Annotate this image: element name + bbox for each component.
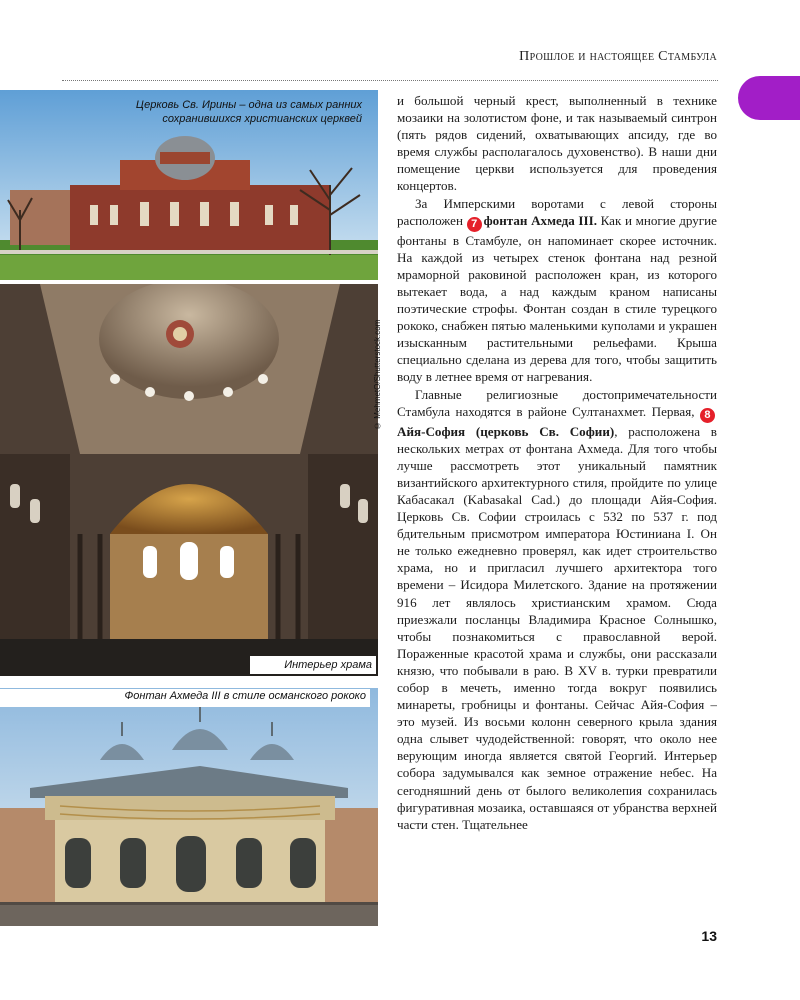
- photo-irene-interior: [0, 284, 378, 676]
- caption-ahmed-fountain: Фонтан Ахмеда III в стиле османского рококо: [0, 689, 370, 707]
- map-marker-8: 8: [700, 408, 715, 423]
- sight-name: фонтан Ахмеда III.: [483, 212, 597, 228]
- header-divider: [62, 80, 718, 81]
- paragraph: и большой черный крест, выполненный в технике мозаики на золотистом фоне, и так называемый синтрон (пять рядов сидений, охватывающих апсиду, где во время службы располагалось духовенство). В наши дни помещение церкви используется для проведения концертов.: [397, 93, 717, 194]
- caption-irene-interior: Интерьер храма: [250, 656, 376, 674]
- paragraph-text: Главные религиозные достопримечательности Стамбула находятся в районе Султанахмет. Первая,: [397, 386, 717, 419]
- paragraph-text: За Имперскими воротами с левой стороны расположен: [397, 195, 717, 228]
- map-marker-7: 7: [467, 217, 482, 232]
- article-text: [397, 92, 717, 924]
- sight-name: Айя-София (церковь Св. Софии): [397, 423, 615, 439]
- photo-ahmed-fountain: [0, 688, 378, 926]
- paragraph-text: Как и многие другие фонтаны в Стамбуле, он напоминает скорее источник. На каждой из четырех стенок фонтана над резной мраморной раковиной расположен кран, из которого вытекает вода, а над каждым краном написаны поэтические строфы. Фонтан создан в стиле турецкого рококо, снабжен пятью маленькими куполами и украшен изысканным растительными рельефами. Крыша специально сделана из дерева для того, чтобы защитить воду в летнее время от нагревания.: [397, 212, 717, 385]
- page-number: 13: [701, 928, 717, 944]
- paragraph: [397, 195, 717, 386]
- chapter-tab: [738, 76, 800, 120]
- paragraph: [397, 386, 717, 833]
- paragraph-text: , расположена в нескольких метрах от фонтана Ахмеда. Для того чтобы лучше рассмотреть этот уникальный памятник византийского архитектурного стиля, пройдите по улице Кабасакал (Kabasakal Cad.) до площади Айя-София. Церковь Св. Софии строилась с 532 по 537 г. под бдительным присмотром императора Юстиниана I. Он не только ежедневно проверял, как идет строительство храма, но и пригласил лучшего архитектора того времени – Исидора Милетского. Здание на протяжении 916 лет являлось христианским храмом. Сюда приезжали посланцы Владимира Красное Солнышко, чтобы познакомиться с православной верой. Пораженные красотой храма и службы, они рассказали князю, что побывали в раю. В XV в. турки превратили собор в мечеть, именно тогда вокруг появились минареты, гробницы и фонтаны. Сейчас Айя-София – это музей. Из восьми колонн северного крыла здания одна слывет чудодейственной: говорят, что около нее верующим иногда является святой Георгий. Интерьер собора задумывался как земное отражение небес. На сегодняшний день от былого великолепия сохранилась фигуративная мозаика, оставшаяся от убранства верхней части стен. Тщательнее: [397, 423, 717, 832]
- caption-irene-exterior: Церковь Св. Ирины – одна из самых ранних сохранившихся христианских церквей: [135, 99, 362, 125]
- running-header: Прошлое и настоящее Стамбула: [519, 49, 717, 64]
- photo-credit: © MehmetO/Shutterstock.com: [373, 319, 382, 430]
